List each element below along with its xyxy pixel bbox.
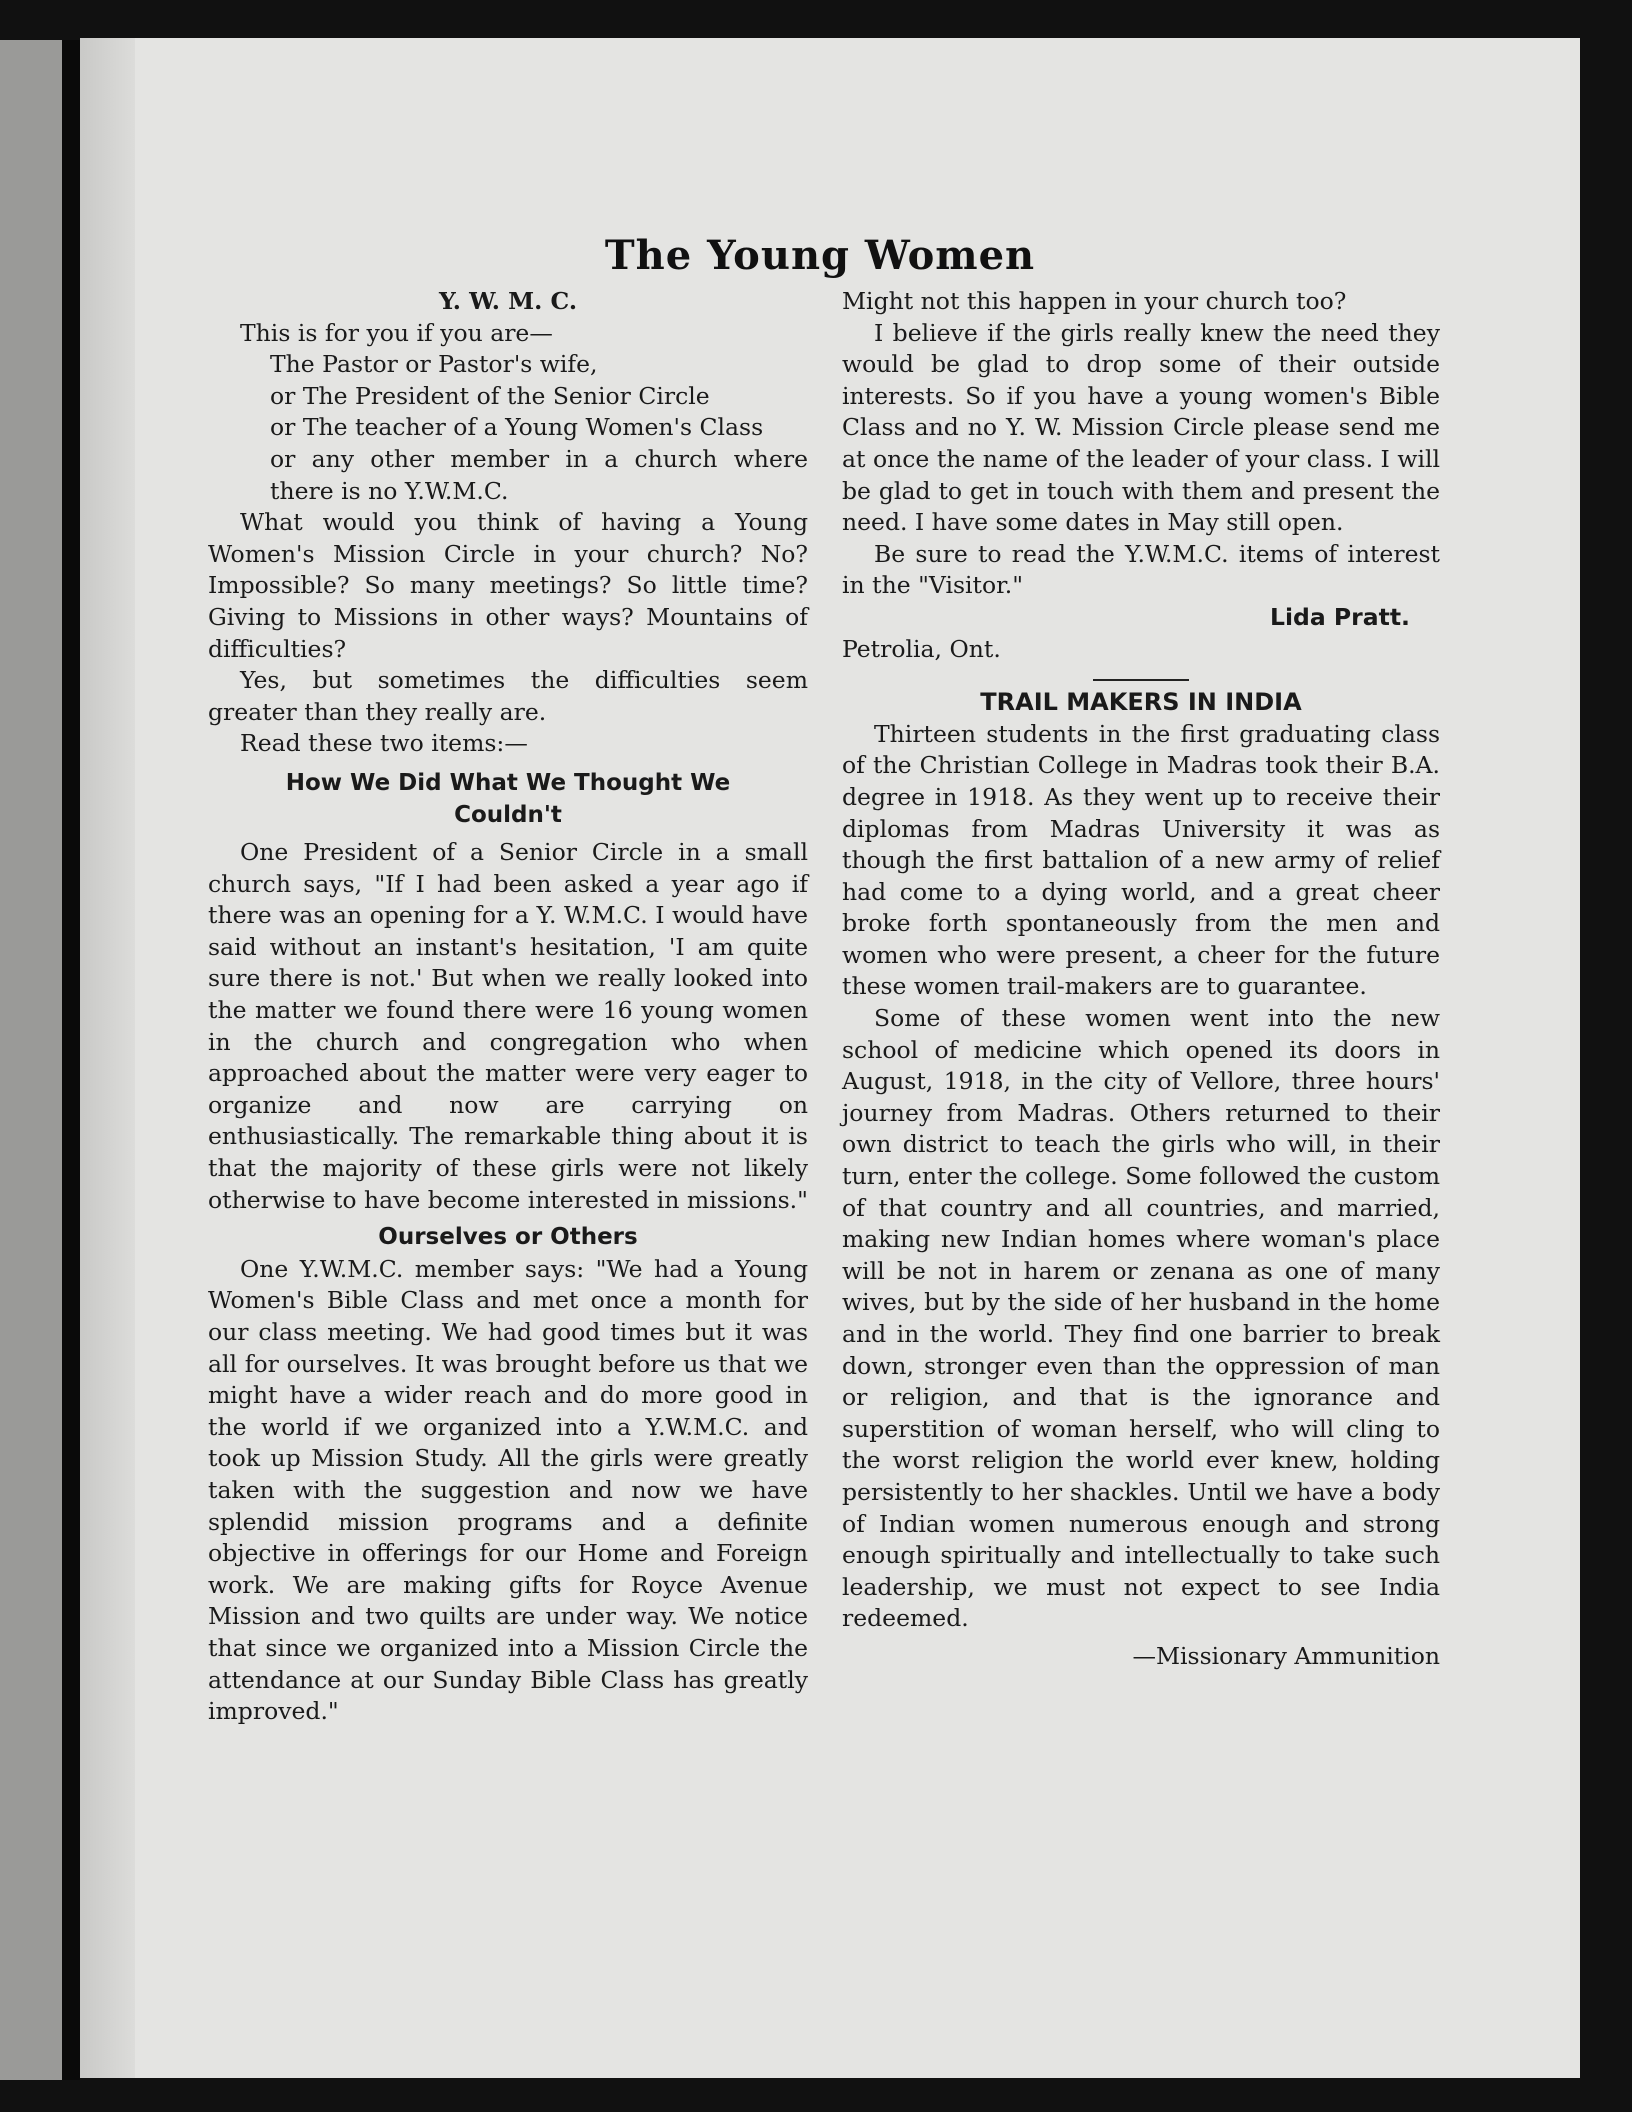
paragraph: One Y.W.M.C. member says: "We had a Young Women's Bible Class and met once a month for our class meeting. We had good times but it was all for ourselves. It was brought before us that we might have a wider reach and do more good in the world if we organized into a Y.W.M.C. and took up Mission Study. All the girls were greatly taken with the suggestion and now we have splendid mission programs and a definite objective in offerings for our Home and Foreign work. We are making gifts for Royce Avenue Mission and two quilts are under way. We notice that since we organized into a Mission Circle the attendance at our Sunday Bible Class has greatly improved." [208,1254,808,1726]
paragraph: What would you think of having a Young Women's Mission Circle in your church? No? Impossible? So many meetings? So little time? Giving to Missions in other ways? Mountains of difficulties? [208,508,808,663]
binding-shadow [62,40,80,2080]
ywmc-heading: Y. W. M. C. [438,287,578,315]
paragraph: I believe if the girls really knew the need they would be glad to drop some of their outside interests. So if you have a young women's Bible Class and no Y. W. Mission Circle please send me at once the name of the leader of your class. I will be glad to get in touch with them and present the need. I have some dates in May still open. [842,318,1440,537]
facing-page-edge [0,40,62,2080]
signature: Lida Pratt. [1270,602,1410,631]
audience-item: The Pastor or Pastor's wife, [270,350,598,379]
left-column [208,286,808,1728]
source-credit: —Missionary Ammunition [1132,1641,1440,1670]
audience-item: or The teacher of a Young Women's Class [270,413,764,442]
paragraph: Read these two items:— [240,729,528,758]
paragraph: One President of a Senior Circle in a small church says, "If I had been asked a year ago if there was an opening for a Y. W.M.C. I would have said without an instant's hesitation, 'I am quite sure there is not.' But when we really looked into the matter we found there were 16 young women in the church and congregation who when approached about the matter were very eager to organize and now are carrying on enthusiastically. The remarkable thing about it is that the majority of these girls were not likely otherwise to have become interested in missions." [208,838,808,1214]
paragraph: Thirteen students in the first graduating class of the Christian College in Madras took their B.A. degree in 1918. As they went up to receive their diplomas from Madras University it was as though the first battalion of a new army of relief had come to a dying world, and a great cheer broke forth spontaneously from the men and women who were present, a cheer for the future these women trail-makers are to guarantee. [842,719,1440,1001]
subheading: How We Did What We Thought We Couldn't [285,769,731,828]
audience-item: or The President of the Senior Circle [270,381,710,410]
audience-item: or any other member in a church where there is no Y.W.M.C. [270,444,808,505]
paragraph: Be sure to read the Y.W.M.C. items of interest in the "Visitor." [842,539,1440,600]
right-column [842,286,1440,1673]
paragraph: Some of these women went into the new school of medicine which opened its doors in August, 1918, in the city of Vellore, three hours' journey from Madras. Others returned to their own district to teach the girls who will, in their turn, enter the college. Some followed the custom of that country and all countries, and married, making new Indian homes where woman's place will be not in harem or zenana as one of many wives, but by the side of her husband in the home and in the world. They find one barrier to break down, stronger even than the oppression of man or religion, and that is the ignorance and superstition of woman herself, who will cling to the worst religion the world ever knew, holding persistently to her shackles. Until we have a body of Indian women numerous enough and strong enough spiritually and intellectually to take such leadership, we must not expect to see India redeemed. [842,1004,1440,1633]
section-masthead: The Young Women [604,232,1036,279]
paragraph: Might not this happen in your church too? [842,287,1347,315]
intro-line: This is for you if you are— [240,318,553,347]
article-heading: TRAIL MAKERS IN INDIA [980,688,1302,717]
section-divider [1093,679,1189,681]
dateline-place: Petrolia, Ont. [842,634,1001,663]
subheading: Ourselves or Others [378,1224,638,1251]
paragraph: Yes, but sometimes the difficulties seem greater than they really are. [208,666,808,726]
